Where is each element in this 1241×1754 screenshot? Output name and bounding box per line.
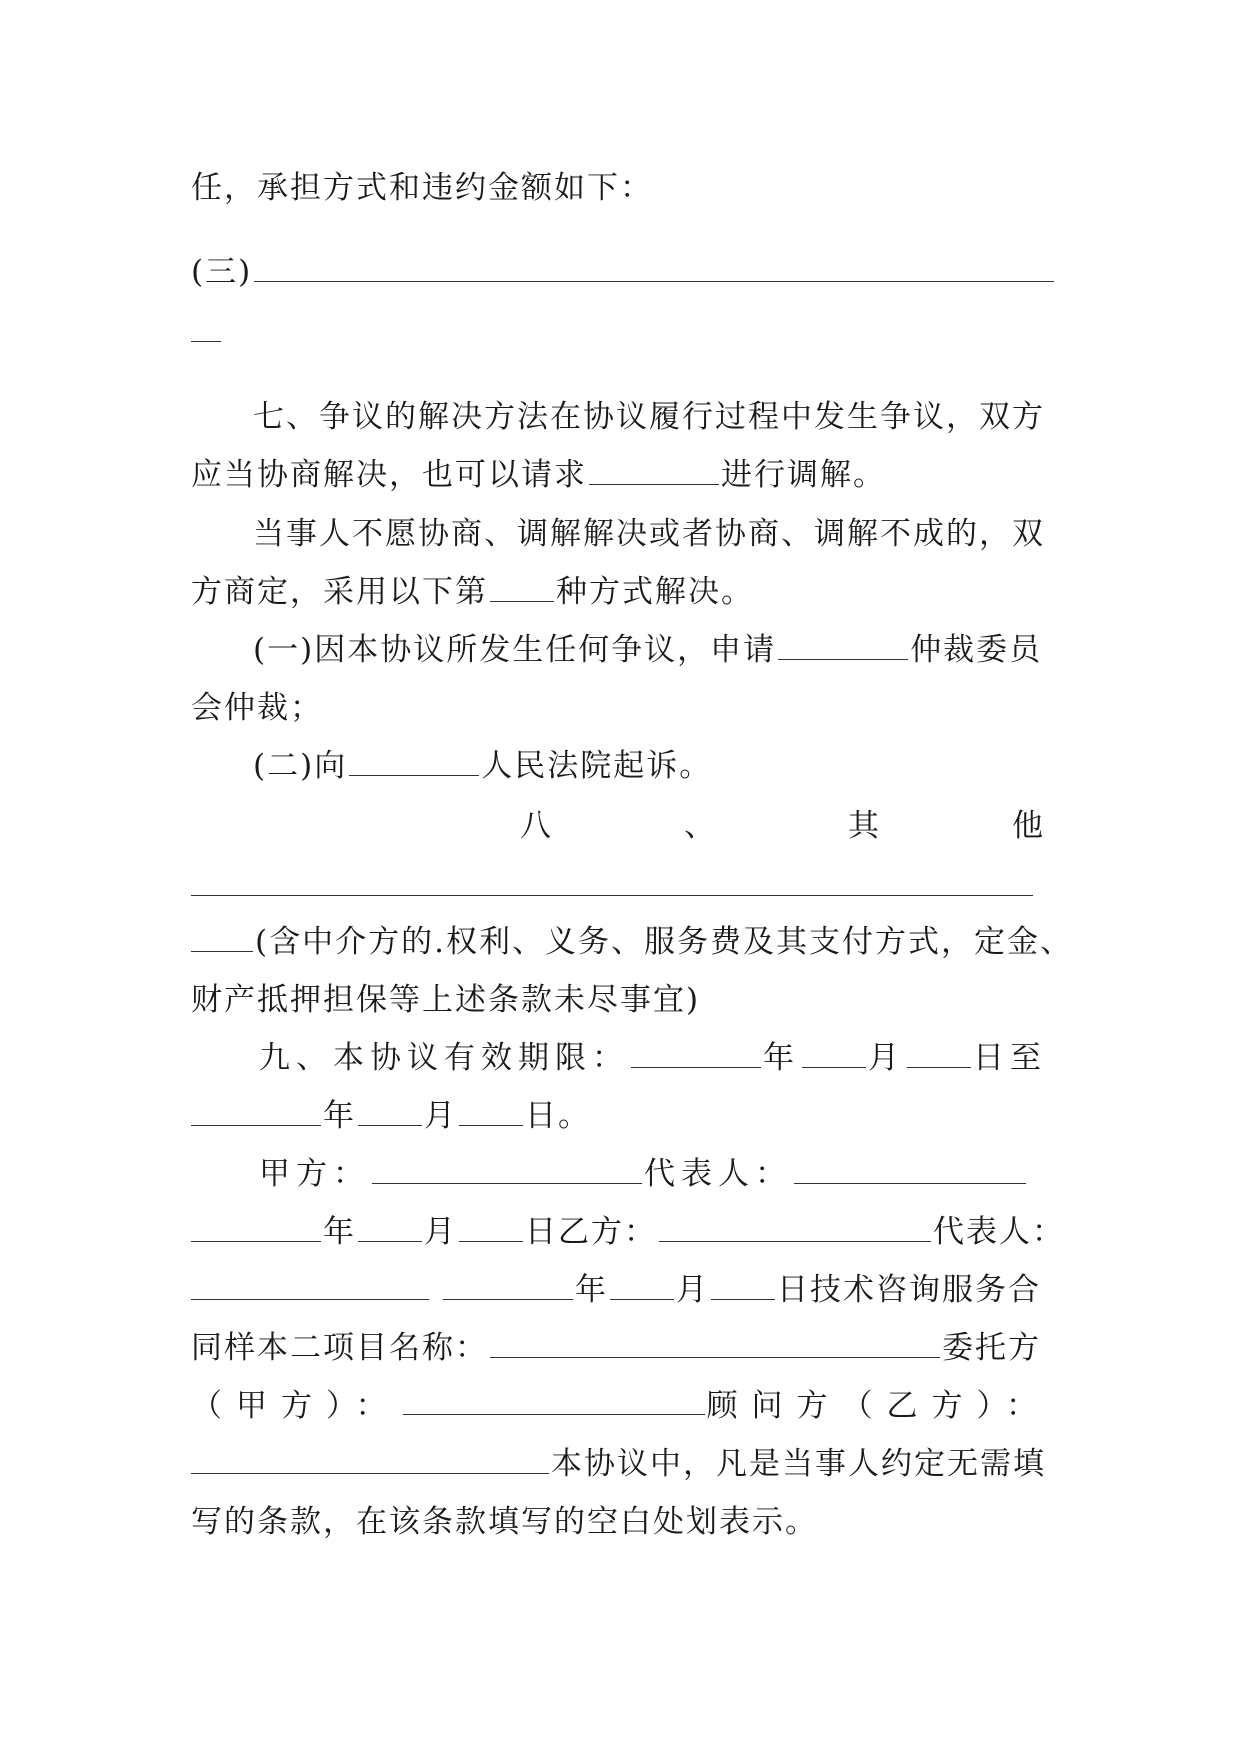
blank-field[interactable] (907, 1039, 971, 1068)
blank-field[interactable] (191, 1445, 549, 1474)
text: 日乙方： (525, 1214, 657, 1250)
text-line (191, 688, 1051, 728)
text: (含中介方的.权利、义务、服务费及其支付方式，定金、 (255, 924, 1073, 960)
text-line (191, 1212, 1065, 1252)
blank-field[interactable] (254, 253, 1054, 282)
text: 顾问方（乙方）： (706, 1388, 1051, 1424)
text: 财产抵押担保等上述条款未尽事宜) (191, 982, 701, 1018)
blank-field[interactable] (490, 1329, 940, 1358)
blank-field[interactable] (659, 1213, 931, 1242)
blank-field[interactable] (191, 923, 253, 952)
text: 会仲裁； (191, 690, 323, 726)
text: 甲方： (259, 1156, 370, 1192)
text: (二)向 (253, 748, 348, 784)
text: 七、争议的解决方法在协议履行过程中发生争议，双方 (253, 399, 1045, 435)
text: 委托方 (942, 1330, 1041, 1366)
text: 八 (520, 808, 553, 844)
text: 写的条款，在该条款填写的空白处划表示。 (191, 1504, 818, 1540)
text: 月 (424, 1098, 457, 1134)
blank-field[interactable] (459, 1097, 523, 1126)
text-line (191, 1270, 1051, 1310)
text: 同样本二项目名称： (191, 1330, 488, 1366)
text: 进行调解。 (721, 457, 886, 493)
text: 当事人不愿协商、调解解决或者协商、调解不成的，双 (253, 516, 1045, 552)
blank-field[interactable] (358, 1097, 422, 1126)
blank-field[interactable] (191, 1097, 321, 1126)
text-line (191, 980, 1051, 1020)
text: 、 (684, 808, 717, 844)
text: 月 (676, 1272, 709, 1308)
section-heading (520, 806, 1045, 846)
blank-field[interactable] (403, 1386, 705, 1415)
blank-field[interactable] (191, 313, 221, 342)
text: 月 (424, 1214, 457, 1250)
item-number: (三) (191, 254, 253, 290)
text-line (191, 514, 1051, 554)
blank-field[interactable] (349, 747, 479, 776)
text: 人民法院起诉。 (481, 748, 713, 784)
text: 方商定，采用以下第 (191, 574, 488, 610)
blank-field[interactable] (711, 1271, 775, 1300)
blank-field[interactable] (794, 1155, 1026, 1184)
text: 年 (763, 1040, 800, 1076)
text: 年 (323, 1098, 356, 1134)
text-line (191, 630, 1051, 670)
text-line (191, 922, 1073, 962)
text-line (191, 572, 1051, 612)
blank-field[interactable] (631, 1039, 761, 1068)
blank-field[interactable] (372, 1155, 642, 1184)
blank-field[interactable] (610, 1271, 674, 1300)
text: 月 (868, 1040, 905, 1076)
blank-field[interactable] (490, 573, 554, 602)
blank-field[interactable] (443, 1271, 573, 1300)
text: 仲裁委员 (910, 632, 1043, 668)
text-line (191, 252, 1051, 292)
text: 代表人： (933, 1214, 1065, 1250)
text-line (191, 455, 1051, 495)
text-line (191, 312, 1051, 352)
text: (一)因本协议所发生任何争议，申请 (253, 632, 777, 668)
text: 任，承担方式和违约金额如下： (191, 170, 653, 206)
text: 年 (575, 1272, 608, 1308)
blank-field[interactable] (358, 1213, 422, 1242)
text: 代表人： (644, 1156, 792, 1192)
text: 种方式解决。 (556, 574, 754, 610)
blank-field[interactable] (191, 1213, 321, 1242)
text-line (191, 1386, 1051, 1426)
text: 日。 (525, 1098, 591, 1134)
text: 他 (1012, 808, 1045, 844)
blank-field[interactable] (459, 1213, 523, 1242)
text-line (191, 866, 1051, 906)
text-line (191, 746, 1051, 786)
text-line (191, 1502, 1051, 1542)
text: 应当协商解决，也可以请求 (191, 457, 587, 493)
text: 日技术咨询服务合 (777, 1272, 1041, 1308)
text-line (191, 1444, 1051, 1484)
text: 本协议中，凡是当事人约定无需填 (551, 1446, 1046, 1482)
text-line (191, 1328, 1051, 1368)
text: （甲方）： (191, 1388, 401, 1424)
text: 其 (848, 808, 881, 844)
blank-field[interactable] (589, 456, 719, 485)
blank-field[interactable] (191, 867, 1033, 896)
text-line (191, 1154, 1051, 1194)
text-line (191, 168, 1051, 208)
section-heading (191, 397, 1051, 437)
text: 年 (323, 1214, 356, 1250)
text-line (191, 1096, 1051, 1136)
blank-field[interactable] (802, 1039, 866, 1068)
text: 日至 (973, 1040, 1047, 1076)
blank-field[interactable] (778, 631, 908, 660)
blank-field[interactable] (191, 1271, 429, 1300)
section-heading (191, 1038, 1051, 1078)
text: 九、本协议有效期限： (259, 1040, 629, 1076)
